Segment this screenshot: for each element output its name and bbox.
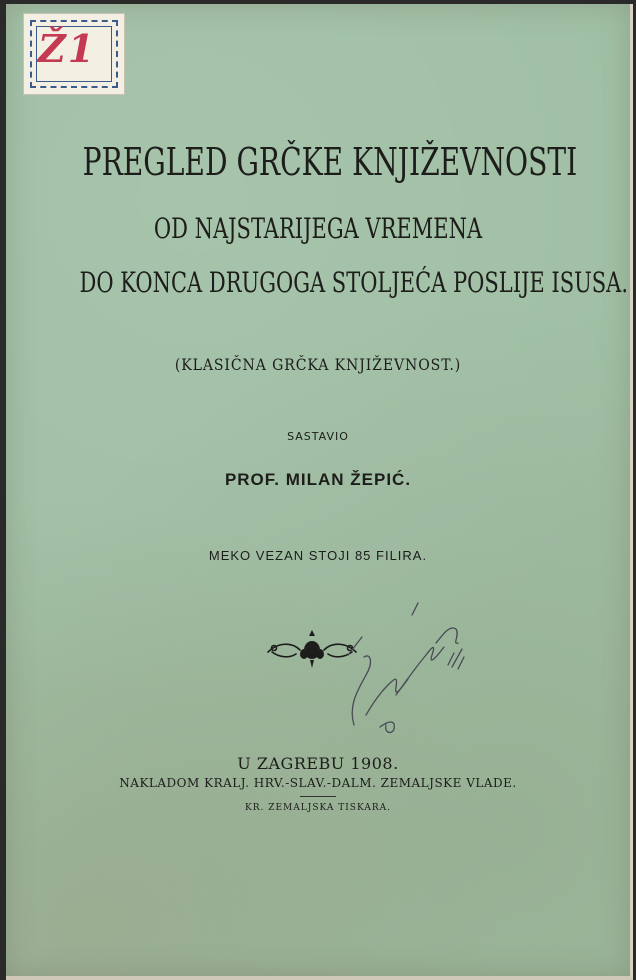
library-label (24, 14, 124, 94)
handwritten-signature-icon (340, 595, 480, 740)
author-name: PROF. MILAN ŽEPIĆ. (224, 470, 412, 489)
subtitle-line-2: DO KONCA DRUGOGA STOLJEĆA POSLIJE ISUSA. (79, 266, 629, 299)
compiled-by-label: SASTAVIO (287, 430, 349, 443)
divider-rule (300, 796, 336, 797)
parenthetical-subtitle: (KLASIČNA GRČKA KNJIŽEVNOST.) (174, 355, 462, 374)
label-mark: Ž1 (38, 26, 97, 71)
publisher-line: NAKLADOM KRALJ. HRV.-SLAV.-DALM. ZEMALJSKE VLADE. (119, 776, 517, 790)
price-note: MEKO VEZAN STOJI 85 FILIRA. (208, 548, 428, 563)
printer-line: KR. ZEMALJSKA TISKARA. (245, 803, 391, 813)
place-and-year: U ZAGREBU 1908. (237, 754, 399, 773)
book-title: PREGLED GRČKE KNJIŽEVNOSTI (82, 140, 578, 184)
subtitle-line-1: OD NAJSTARIJEGA VREMENA (153, 212, 483, 245)
